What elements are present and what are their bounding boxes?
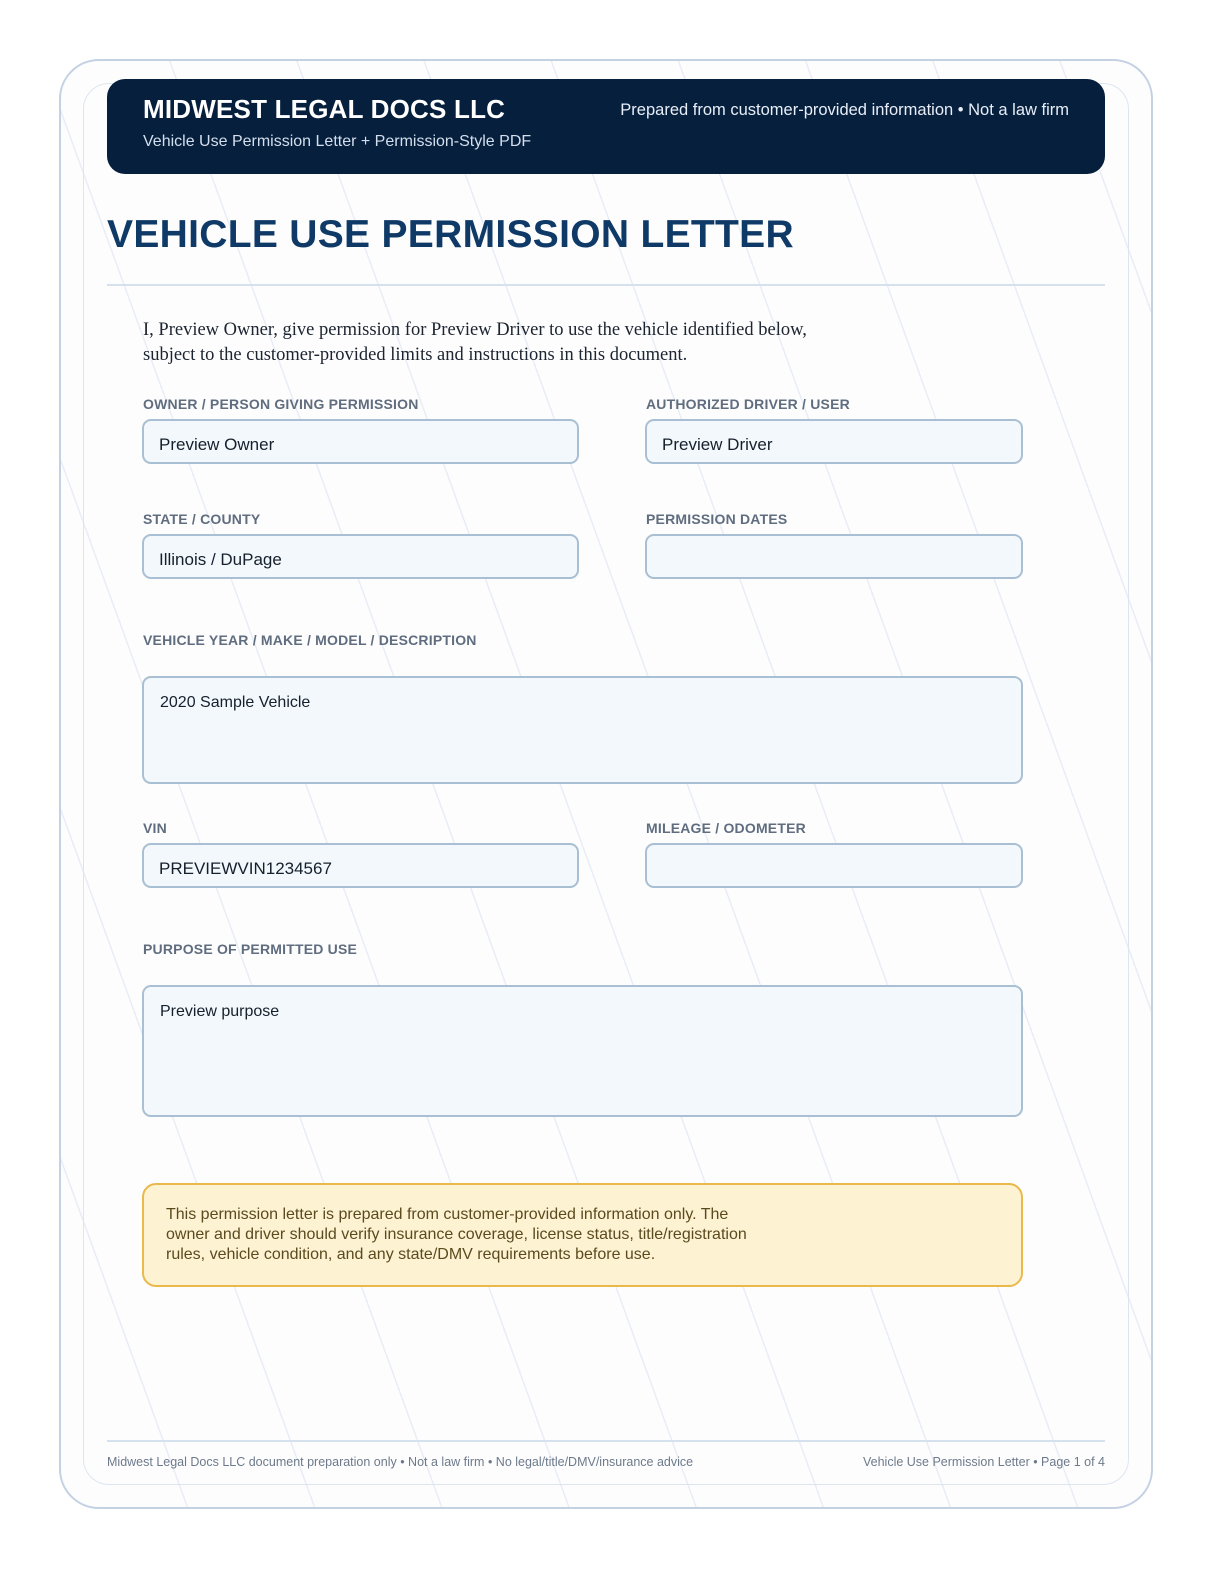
vehicle-label: VEHICLE YEAR / MAKE / MODEL / DESCRIPTION bbox=[143, 632, 477, 648]
owner-label: OWNER / PERSON GIVING PERMISSION bbox=[143, 396, 419, 412]
mileage-label: MILEAGE / ODOMETER bbox=[646, 820, 806, 836]
title-divider bbox=[107, 284, 1105, 286]
footer-disclaimer: Midwest Legal Docs LLC document preparation only • Not a law firm • No legal/title/DMV/insurance advice bbox=[107, 1455, 694, 1469]
driver-field[interactable] bbox=[645, 419, 1023, 464]
intro-paragraph: I, Preview Owner, give permission for Preview Driver to use the vehicle identified below, subject to the customer-provided limits and instructions in this document. bbox=[143, 320, 807, 365]
brand-subtitle: Vehicle Use Permission Letter + Permission-Style PDF bbox=[143, 133, 532, 150]
permission-dates-field[interactable] bbox=[645, 534, 1023, 579]
vehicle-value: 2020 Sample Vehicle bbox=[160, 694, 311, 711]
vin-label: VIN bbox=[143, 820, 167, 836]
footer-page-info: Vehicle Use Permission Letter • Page 1 of 4 bbox=[862, 1455, 1105, 1469]
purpose-field[interactable] bbox=[142, 985, 1023, 1117]
document-title: VEHICLE USE PERMISSION LETTER bbox=[107, 213, 794, 256]
driver-value: Preview Driver bbox=[662, 435, 773, 454]
purpose-value: Preview purpose bbox=[160, 1003, 280, 1020]
permission-dates-label: PERMISSION DATES bbox=[646, 511, 788, 527]
header-note: Prepared from customer-provided information • Not a law firm bbox=[620, 101, 1069, 119]
state-county-label: STATE / COUNTY bbox=[143, 511, 261, 527]
vin-value: PREVIEWVIN1234567 bbox=[159, 859, 332, 878]
notice-box bbox=[142, 1183, 1023, 1287]
header-band bbox=[107, 79, 1105, 174]
vehicle-field[interactable] bbox=[142, 676, 1023, 784]
mileage-field[interactable] bbox=[645, 843, 1023, 888]
owner-value: Preview Owner bbox=[159, 435, 275, 454]
state-county-field[interactable] bbox=[142, 534, 579, 579]
brand-name: MIDWEST LEGAL DOCS LLC bbox=[143, 94, 506, 124]
footer-divider bbox=[107, 1440, 1105, 1442]
vin-field[interactable] bbox=[142, 843, 579, 888]
notice-text: This permission letter is prepared from customer-provided information only. The owner and driver should verify insurance coverage, license status, title/registration rules, vehicle condition, and any state/DMV requirements before use. bbox=[166, 1206, 747, 1263]
state-county-value: Illinois / DuPage bbox=[159, 550, 282, 569]
driver-label: AUTHORIZED DRIVER / USER bbox=[646, 396, 850, 412]
purpose-label: PURPOSE OF PERMITTED USE bbox=[143, 941, 358, 957]
owner-field[interactable] bbox=[142, 419, 579, 464]
